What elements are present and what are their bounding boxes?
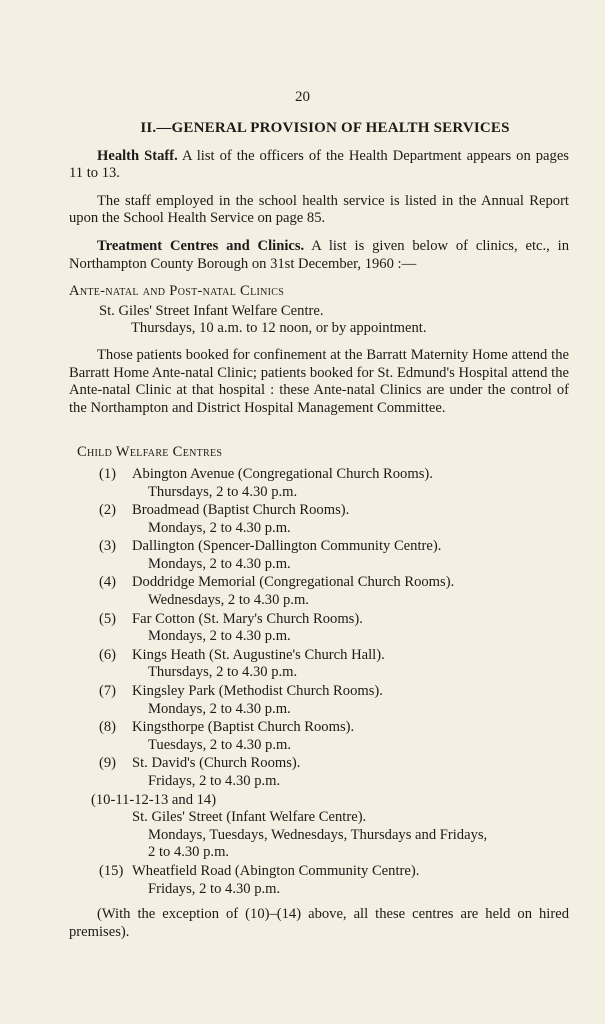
antenatal-centre: St. Giles' Street Infant Welfare Centre. xyxy=(99,302,324,319)
child-welfare-list xyxy=(69,466,569,898)
antenatal-title: Ante-natal and Post-natal Clinics xyxy=(69,283,285,300)
list-item-group: (10-11-12-13 and 14) St. Giles' Street (Infant Welfare Centre). Mondays, Tuesdays, Wednesdays, Thursdays and Fridays, 2 to 4.30 p.m. xyxy=(91,791,488,861)
health-staff-text: A list of the officers of the Health Department appears on pages 11 to 13. xyxy=(69,147,569,182)
treatment-label: Treatment Centres and Clinics. xyxy=(97,237,305,254)
closing-note: (With the exception of (10)–(14) above, all these centres are held on hired premises). xyxy=(69,906,569,940)
list-item: (3) Dallington (Spencer-Dallington Community Centre). Mondays, 2 to 4.30 p.m. xyxy=(99,538,442,572)
antenatal-times: Thursdays, 10 a.m. to 12 noon, or by appointment. xyxy=(131,320,427,337)
school-staff-paragraph: The staff employed in the school health service is listed in the Annual Report upon the School Health Service on page 85. xyxy=(69,192,569,227)
list-item: (4) Doddridge Memorial (Congregational Church Rooms). Wednesdays, 2 to 4.30 p.m. xyxy=(99,574,455,609)
list-item: (8) Kingsthorpe (Baptist Church Rooms). Tuesdays, 2 to 4.30 p.m. xyxy=(99,719,355,753)
list-item: (6) Kings Heath (St. Augustine's Church Hall). Thursdays, 2 to 4.30 p.m. xyxy=(99,646,385,681)
child-welfare-title: Child Welfare Centres xyxy=(77,444,223,461)
list-item: (5) Far Cotton (St. Mary's Church Rooms). Mondays, 2 to 4.30 p.m. xyxy=(99,610,363,645)
antenatal-paragraph: Those patients booked for confinement at the Barratt Maternity Home attend the Barratt Home Ante-natal Clinic; patients booked for St. Edmund's Hospital attend the Ante-natal Clinic at that hospital : these Ante-natal Clinics are under the control of the Northampton and District Hospital Management Committee. xyxy=(69,346,569,416)
treatment-text: A list is given below of clinics, etc., in Northampton County Borough on 31st December, 1960 :— xyxy=(69,237,569,272)
list-item: (15) Wheatfield Road (Abington Community Centre). Fridays, 2 to 4.30 p.m. xyxy=(99,862,420,897)
list-item: (7) Kingsley Park (Methodist Church Rooms). Mondays, 2 to 4.30 p.m. xyxy=(99,683,383,717)
list-item: (9) St. David's (Church Rooms). Fridays, 2 to 4.30 p.m. xyxy=(99,755,301,789)
page-content xyxy=(69,120,569,951)
page-number: 20 xyxy=(295,89,310,105)
list-item: (2) Broadmead (Baptist Church Rooms). Mondays, 2 to 4.30 p.m. xyxy=(99,502,350,536)
treatment-paragraph xyxy=(69,238,569,273)
health-staff-label: Health Staff. xyxy=(97,147,178,164)
health-staff-paragraph xyxy=(69,148,569,183)
section-heading: II.—GENERAL PROVISION OF HEALTH SERVICES xyxy=(140,120,510,136)
list-item: (1) Abington Avenue (Congregational Church Rooms). Thursdays, 2 to 4.30 p.m. xyxy=(99,465,433,500)
